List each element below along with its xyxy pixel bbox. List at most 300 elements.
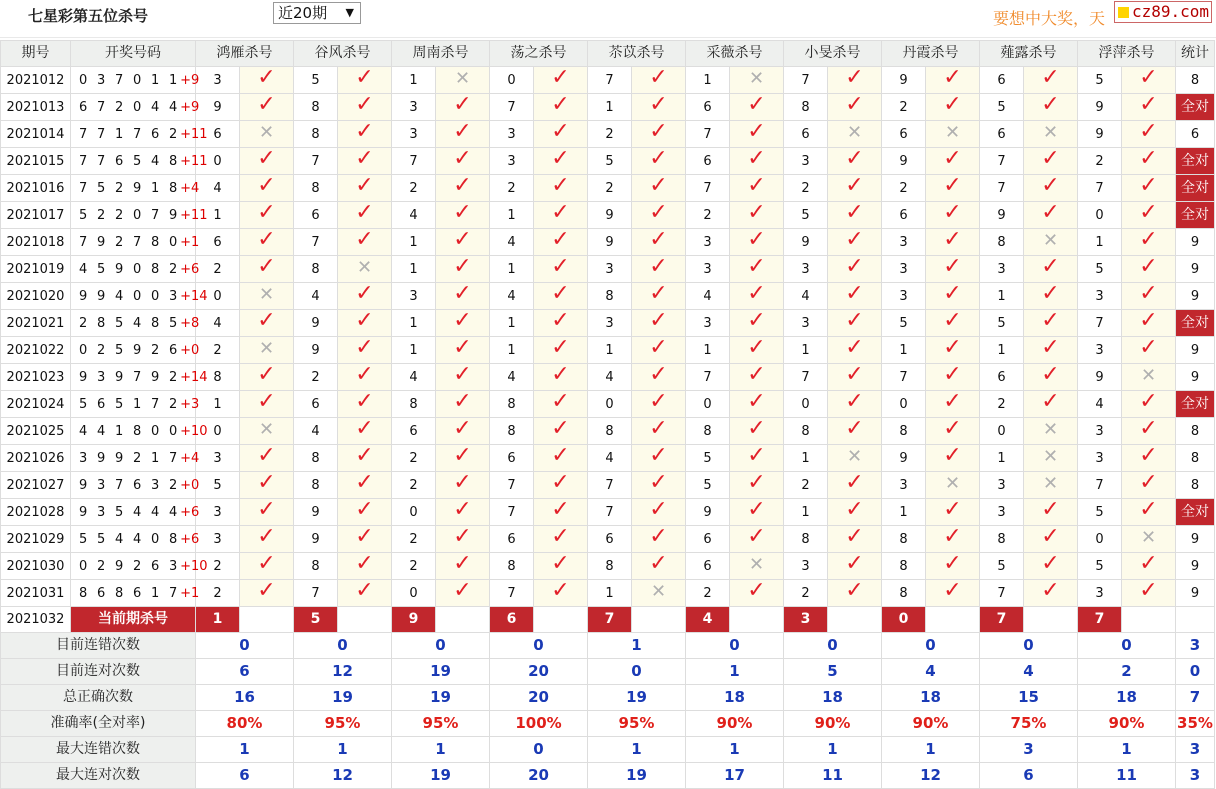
logo-text: cz89.com bbox=[1132, 2, 1210, 21]
table-row bbox=[1, 553, 1215, 580]
stats-value: 4 bbox=[882, 659, 980, 685]
result-cell bbox=[338, 310, 392, 337]
kill-number-cell: 5 bbox=[196, 472, 240, 499]
check-icon: ✓ bbox=[453, 92, 472, 117]
draw-numbers-cell bbox=[71, 391, 200, 418]
result-cell bbox=[534, 94, 588, 121]
check-icon: ✓ bbox=[1139, 254, 1158, 279]
check-icon: ✓ bbox=[453, 470, 472, 495]
check-icon: ✓ bbox=[747, 227, 766, 252]
slogan-text: 要想中大奖，天 bbox=[993, 9, 1106, 28]
kill-number-cell: 3 bbox=[882, 229, 926, 256]
result-cell bbox=[1024, 256, 1078, 283]
table-row bbox=[1, 391, 1215, 418]
result-cell bbox=[1024, 229, 1078, 256]
check-icon: ✓ bbox=[1139, 308, 1158, 333]
check-icon: ✓ bbox=[551, 470, 570, 495]
kill-number-cell: 7 bbox=[294, 580, 338, 607]
kill-number-cell: 4 bbox=[1078, 391, 1122, 418]
result-cell bbox=[436, 553, 490, 580]
check-icon: ✓ bbox=[355, 524, 374, 549]
kill-number-cell: 9 bbox=[1078, 121, 1122, 148]
empty-cell bbox=[828, 607, 882, 633]
stats-value: 1 bbox=[784, 737, 882, 763]
check-icon: ✓ bbox=[649, 416, 668, 441]
stats-value: 0 bbox=[490, 737, 588, 763]
stats-value: 11 bbox=[784, 763, 882, 789]
draw-numbers-cell bbox=[71, 229, 200, 256]
col-expert: 苶苡杀号 bbox=[588, 41, 686, 67]
current-kill-number: 7 bbox=[1078, 607, 1122, 633]
result-cell bbox=[338, 94, 392, 121]
kill-number-cell: 8 bbox=[588, 418, 632, 445]
kill-number-cell: 1 bbox=[588, 94, 632, 121]
kill-number-cell: 2 bbox=[784, 175, 828, 202]
stats-value: 1 bbox=[588, 737, 686, 763]
stats-row bbox=[1, 711, 1215, 737]
check-icon: ✓ bbox=[747, 524, 766, 549]
kill-number-cell: 6 bbox=[686, 148, 730, 175]
check-icon: ✓ bbox=[355, 578, 374, 603]
kill-number-cell: 8 bbox=[196, 364, 240, 391]
result-cell bbox=[240, 283, 294, 310]
result-cell bbox=[338, 364, 392, 391]
check-icon: ✓ bbox=[943, 497, 962, 522]
kill-number-cell: 0 bbox=[686, 391, 730, 418]
stats-value: 0 bbox=[1078, 633, 1176, 659]
check-icon: ✓ bbox=[649, 173, 668, 198]
kill-number-cell: 8 bbox=[686, 418, 730, 445]
stats-value: 90% bbox=[686, 711, 784, 737]
result-cell bbox=[1024, 94, 1078, 121]
check-icon: ✓ bbox=[453, 173, 472, 198]
count-cell: 9 bbox=[1176, 229, 1215, 256]
kill-number-cell: 8 bbox=[392, 391, 436, 418]
check-icon: ✓ bbox=[1139, 497, 1158, 522]
kill-number-cell: 1 bbox=[490, 202, 534, 229]
kill-number-cell: 3 bbox=[196, 67, 240, 94]
cross-icon: ✕ bbox=[1042, 229, 1059, 251]
empty-cell bbox=[632, 607, 686, 633]
result-cell bbox=[828, 472, 882, 499]
result-cell bbox=[632, 553, 686, 580]
result-cell bbox=[632, 94, 686, 121]
kill-number-cell: 1 bbox=[490, 310, 534, 337]
kill-number-cell: 9 bbox=[980, 202, 1024, 229]
kill-number-cell: 0 bbox=[392, 499, 436, 526]
kill-number-cell: 7 bbox=[294, 229, 338, 256]
stats-row bbox=[1, 737, 1215, 763]
cross-icon: ✕ bbox=[1042, 445, 1059, 467]
kill-number-cell: 8 bbox=[294, 553, 338, 580]
result-cell bbox=[632, 337, 686, 364]
stats-value: 0 bbox=[588, 659, 686, 685]
kill-number-cell: 3 bbox=[392, 283, 436, 310]
result-cell bbox=[632, 202, 686, 229]
check-icon: ✓ bbox=[747, 254, 766, 279]
col-period: 期号 bbox=[1, 41, 71, 67]
stats-row bbox=[1, 763, 1215, 789]
result-cell bbox=[730, 418, 784, 445]
result-cell bbox=[1122, 364, 1176, 391]
result-cell bbox=[1122, 499, 1176, 526]
kill-number-cell: 2 bbox=[490, 175, 534, 202]
kill-number-cell: 6 bbox=[294, 391, 338, 418]
check-icon: ✓ bbox=[649, 389, 668, 414]
count-cell: 全对 bbox=[1176, 391, 1215, 418]
result-cell bbox=[534, 148, 588, 175]
check-icon: ✓ bbox=[845, 389, 864, 414]
kill-number-cell: 1 bbox=[196, 391, 240, 418]
kill-number-cell: 6 bbox=[686, 553, 730, 580]
col-expert: 浮萍杀号 bbox=[1078, 41, 1176, 67]
result-cell bbox=[926, 94, 980, 121]
check-icon: ✓ bbox=[649, 308, 668, 333]
stats-value: 1 bbox=[294, 737, 392, 763]
kill-number-cell: 8 bbox=[588, 553, 632, 580]
current-kill-number: 4 bbox=[686, 607, 730, 633]
cross-icon: ✕ bbox=[1042, 418, 1059, 440]
check-icon: ✓ bbox=[453, 551, 472, 576]
count-cell: 全对 bbox=[1176, 175, 1215, 202]
result-cell bbox=[534, 580, 588, 607]
result-cell bbox=[1024, 67, 1078, 94]
result-cell bbox=[240, 580, 294, 607]
kill-number-cell: 3 bbox=[1078, 580, 1122, 607]
result-cell bbox=[1024, 364, 1078, 391]
stats-value: 100% bbox=[490, 711, 588, 737]
kill-number-cell: 6 bbox=[686, 526, 730, 553]
check-icon: ✓ bbox=[355, 497, 374, 522]
draw-digits: 9 3 5 4 4 4 bbox=[79, 504, 181, 520]
check-icon: ✓ bbox=[845, 551, 864, 576]
kill-number-cell: 2 bbox=[784, 472, 828, 499]
check-icon: ✓ bbox=[845, 308, 864, 333]
result-cell bbox=[240, 310, 294, 337]
draw-numbers-cell bbox=[71, 121, 208, 148]
result-cell bbox=[730, 391, 784, 418]
stats-value: 19 bbox=[588, 685, 686, 711]
count-cell: 9 bbox=[1176, 580, 1215, 607]
check-icon: ✓ bbox=[453, 389, 472, 414]
result-cell bbox=[730, 553, 784, 580]
draw-sum: +4 bbox=[180, 450, 200, 466]
result-cell bbox=[632, 391, 686, 418]
table-row bbox=[1, 229, 1215, 256]
result-cell bbox=[1122, 418, 1176, 445]
period-cell: 2021016 bbox=[1, 175, 71, 202]
stats-value: 0 bbox=[294, 633, 392, 659]
draw-digits: 0 2 5 9 2 6 bbox=[79, 342, 181, 358]
check-icon: ✓ bbox=[747, 335, 766, 360]
kill-number-cell: 3 bbox=[686, 310, 730, 337]
result-cell bbox=[436, 256, 490, 283]
period-select[interactable] bbox=[273, 2, 361, 24]
kill-number-cell: 2 bbox=[392, 445, 436, 472]
check-icon: ✓ bbox=[943, 335, 962, 360]
stats-count: 3 bbox=[1176, 633, 1215, 659]
result-cell bbox=[632, 310, 686, 337]
kill-number-cell: 6 bbox=[980, 121, 1024, 148]
check-icon: ✓ bbox=[1139, 173, 1158, 198]
kill-number-cell: 0 bbox=[980, 418, 1024, 445]
kill-number-cell: 8 bbox=[784, 526, 828, 553]
kill-number-cell: 5 bbox=[980, 94, 1024, 121]
draw-sum: +8 bbox=[180, 315, 200, 331]
result-cell bbox=[534, 202, 588, 229]
kill-number-cell: 9 bbox=[588, 229, 632, 256]
check-icon: ✓ bbox=[649, 65, 668, 90]
kill-number-cell: 1 bbox=[490, 337, 534, 364]
check-icon: ✓ bbox=[257, 173, 276, 198]
kill-number-cell: 7 bbox=[784, 364, 828, 391]
kill-number-cell: 4 bbox=[196, 310, 240, 337]
kill-number-cell: 9 bbox=[294, 526, 338, 553]
table-row bbox=[1, 148, 1215, 175]
stats-value: 1 bbox=[1078, 737, 1176, 763]
result-cell bbox=[436, 472, 490, 499]
kill-number-cell: 5 bbox=[882, 310, 926, 337]
stats-value: 20 bbox=[490, 763, 588, 789]
kill-number-cell: 4 bbox=[686, 283, 730, 310]
kill-number-cell: 7 bbox=[588, 67, 632, 94]
check-icon: ✓ bbox=[845, 470, 864, 495]
check-icon: ✓ bbox=[355, 389, 374, 414]
check-icon: ✓ bbox=[1139, 200, 1158, 225]
kill-number-cell: 8 bbox=[784, 94, 828, 121]
site-logo[interactable] bbox=[1114, 1, 1212, 23]
result-cell bbox=[240, 364, 294, 391]
check-icon: ✓ bbox=[845, 254, 864, 279]
result-cell bbox=[828, 94, 882, 121]
check-icon: ✓ bbox=[943, 308, 962, 333]
period-cell: 2021030 bbox=[1, 553, 71, 580]
result-cell bbox=[338, 445, 392, 472]
result-cell bbox=[1122, 202, 1176, 229]
result-cell bbox=[338, 148, 392, 175]
check-icon: ✓ bbox=[747, 173, 766, 198]
kill-number-cell: 2 bbox=[196, 256, 240, 283]
check-icon: ✓ bbox=[453, 227, 472, 252]
result-cell bbox=[1122, 391, 1176, 418]
stats-row bbox=[1, 633, 1215, 659]
draw-numbers-cell bbox=[71, 526, 200, 553]
kill-number-cell: 3 bbox=[1078, 445, 1122, 472]
draw-digits: 7 7 6 5 4 8 bbox=[79, 153, 181, 169]
result-cell bbox=[338, 175, 392, 202]
kill-number-cell: 6 bbox=[686, 94, 730, 121]
result-cell bbox=[730, 121, 784, 148]
check-icon: ✓ bbox=[551, 92, 570, 117]
check-icon: ✓ bbox=[1041, 92, 1060, 117]
draw-numbers-cell bbox=[71, 580, 200, 607]
result-cell bbox=[1122, 121, 1176, 148]
result-cell bbox=[1122, 229, 1176, 256]
empty-cell bbox=[240, 607, 294, 633]
stats-row bbox=[1, 659, 1215, 685]
kill-number-cell: 1 bbox=[686, 67, 730, 94]
draw-sum: +3 bbox=[180, 396, 200, 412]
check-icon: ✓ bbox=[649, 497, 668, 522]
kill-number-cell: 7 bbox=[1078, 175, 1122, 202]
stats-value: 1 bbox=[196, 737, 294, 763]
result-cell bbox=[1024, 391, 1078, 418]
table-header-row bbox=[1, 41, 1215, 67]
result-cell bbox=[1024, 283, 1078, 310]
result-cell bbox=[632, 67, 686, 94]
kill-number-cell: 5 bbox=[980, 310, 1024, 337]
check-icon: ✓ bbox=[747, 497, 766, 522]
check-icon: ✓ bbox=[845, 173, 864, 198]
kill-number-cell: 4 bbox=[588, 445, 632, 472]
stats-value: 1 bbox=[686, 659, 784, 685]
result-cell bbox=[1024, 499, 1078, 526]
kill-number-cell: 2 bbox=[196, 337, 240, 364]
empty-cell bbox=[534, 607, 588, 633]
stats-value: 95% bbox=[588, 711, 686, 737]
result-cell bbox=[338, 229, 392, 256]
kill-number-cell: 7 bbox=[588, 499, 632, 526]
result-cell bbox=[730, 148, 784, 175]
check-icon: ✓ bbox=[747, 443, 766, 468]
check-icon: ✓ bbox=[845, 578, 864, 603]
kill-number-cell: 5 bbox=[1078, 67, 1122, 94]
result-cell bbox=[730, 175, 784, 202]
col-expert: 鸿雁杀号 bbox=[196, 41, 294, 67]
check-icon: ✓ bbox=[845, 416, 864, 441]
check-icon: ✓ bbox=[649, 524, 668, 549]
result-cell bbox=[436, 148, 490, 175]
result-cell bbox=[828, 418, 882, 445]
kill-number-cell: 3 bbox=[980, 256, 1024, 283]
draw-digits: 9 3 9 7 9 2 bbox=[79, 369, 181, 385]
result-cell bbox=[240, 148, 294, 175]
draw-sum: +6 bbox=[180, 531, 200, 547]
kill-number-cell: 3 bbox=[490, 121, 534, 148]
result-cell bbox=[338, 418, 392, 445]
kill-number-cell: 3 bbox=[1078, 337, 1122, 364]
stats-value: 6 bbox=[196, 659, 294, 685]
result-cell bbox=[828, 445, 882, 472]
result-cell bbox=[436, 526, 490, 553]
kill-number-cell: 5 bbox=[686, 472, 730, 499]
kill-number-cell: 2 bbox=[686, 580, 730, 607]
stats-label: 总正确次数 bbox=[1, 685, 196, 711]
kill-number-cell: 6 bbox=[392, 418, 436, 445]
kill-number-cell: 4 bbox=[196, 175, 240, 202]
result-cell bbox=[1024, 472, 1078, 499]
kill-number-cell: 3 bbox=[882, 472, 926, 499]
period-cell: 2021020 bbox=[1, 283, 71, 310]
table-row bbox=[1, 418, 1215, 445]
kill-number-cell: 2 bbox=[588, 121, 632, 148]
kill-number-cell: 3 bbox=[1078, 283, 1122, 310]
result-cell bbox=[338, 121, 392, 148]
table-row bbox=[1, 526, 1215, 553]
stats-value: 12 bbox=[294, 659, 392, 685]
kill-number-cell: 0 bbox=[196, 418, 240, 445]
check-icon: ✓ bbox=[943, 173, 962, 198]
current-kill-number: 6 bbox=[490, 607, 534, 633]
kill-number-cell: 8 bbox=[980, 229, 1024, 256]
period-cell: 2021018 bbox=[1, 229, 71, 256]
cross-icon: ✕ bbox=[258, 121, 275, 143]
result-cell bbox=[1024, 418, 1078, 445]
result-cell bbox=[436, 580, 490, 607]
check-icon: ✓ bbox=[257, 254, 276, 279]
col-expert: 丹霞杀号 bbox=[882, 41, 980, 67]
kill-number-cell: 2 bbox=[392, 526, 436, 553]
draw-digits: 9 9 4 0 0 3 bbox=[79, 288, 181, 304]
check-icon: ✓ bbox=[551, 416, 570, 441]
kill-number-cell: 6 bbox=[882, 202, 926, 229]
kill-number-cell: 7 bbox=[980, 148, 1024, 175]
col-numbers: 开奖号码 bbox=[71, 41, 196, 67]
check-icon: ✓ bbox=[943, 254, 962, 279]
kill-number-cell: 2 bbox=[196, 553, 240, 580]
current-period-row bbox=[1, 607, 1215, 633]
draw-sum: +9 bbox=[180, 72, 200, 88]
check-icon: ✓ bbox=[453, 362, 472, 387]
check-icon: ✓ bbox=[649, 335, 668, 360]
kill-number-cell: 2 bbox=[784, 580, 828, 607]
draw-digits: 0 2 9 2 6 3 bbox=[79, 558, 181, 574]
kill-number-cell: 2 bbox=[882, 175, 926, 202]
kill-number-cell: 8 bbox=[588, 283, 632, 310]
check-icon: ✓ bbox=[551, 65, 570, 90]
period-cell: 2021017 bbox=[1, 202, 71, 229]
check-icon: ✓ bbox=[551, 281, 570, 306]
kill-number-cell: 9 bbox=[294, 337, 338, 364]
check-icon: ✓ bbox=[453, 146, 472, 171]
result-cell bbox=[436, 337, 490, 364]
count-cell: 全对 bbox=[1176, 94, 1215, 121]
stats-value: 0 bbox=[196, 633, 294, 659]
result-cell bbox=[828, 499, 882, 526]
kill-number-cell: 1 bbox=[1078, 229, 1122, 256]
kill-number-cell: 3 bbox=[588, 256, 632, 283]
result-cell bbox=[534, 121, 588, 148]
logo-square-icon bbox=[1118, 7, 1129, 18]
period-cell: 2021026 bbox=[1, 445, 71, 472]
check-icon: ✓ bbox=[747, 416, 766, 441]
check-icon: ✓ bbox=[845, 524, 864, 549]
check-icon: ✓ bbox=[649, 443, 668, 468]
kill-number-cell: 5 bbox=[686, 445, 730, 472]
cross-icon: ✕ bbox=[1140, 364, 1157, 386]
check-icon: ✓ bbox=[453, 497, 472, 522]
kill-number-cell: 8 bbox=[294, 121, 338, 148]
kill-number-cell: 0 bbox=[588, 391, 632, 418]
result-cell bbox=[436, 283, 490, 310]
check-icon: ✓ bbox=[257, 92, 276, 117]
stats-value: 12 bbox=[882, 763, 980, 789]
result-cell bbox=[730, 364, 784, 391]
check-icon: ✓ bbox=[355, 416, 374, 441]
draw-digits: 7 7 1 7 6 2 bbox=[79, 126, 181, 142]
check-icon: ✓ bbox=[551, 497, 570, 522]
result-cell bbox=[828, 580, 882, 607]
check-icon: ✓ bbox=[845, 281, 864, 306]
kill-number-cell: 8 bbox=[882, 526, 926, 553]
kill-number-cell: 8 bbox=[784, 418, 828, 445]
kill-number-cell: 8 bbox=[490, 418, 534, 445]
check-icon: ✓ bbox=[845, 362, 864, 387]
stats-value: 20 bbox=[490, 685, 588, 711]
result-cell bbox=[632, 499, 686, 526]
check-icon: ✓ bbox=[355, 65, 374, 90]
col-count: 统计 bbox=[1176, 41, 1215, 67]
